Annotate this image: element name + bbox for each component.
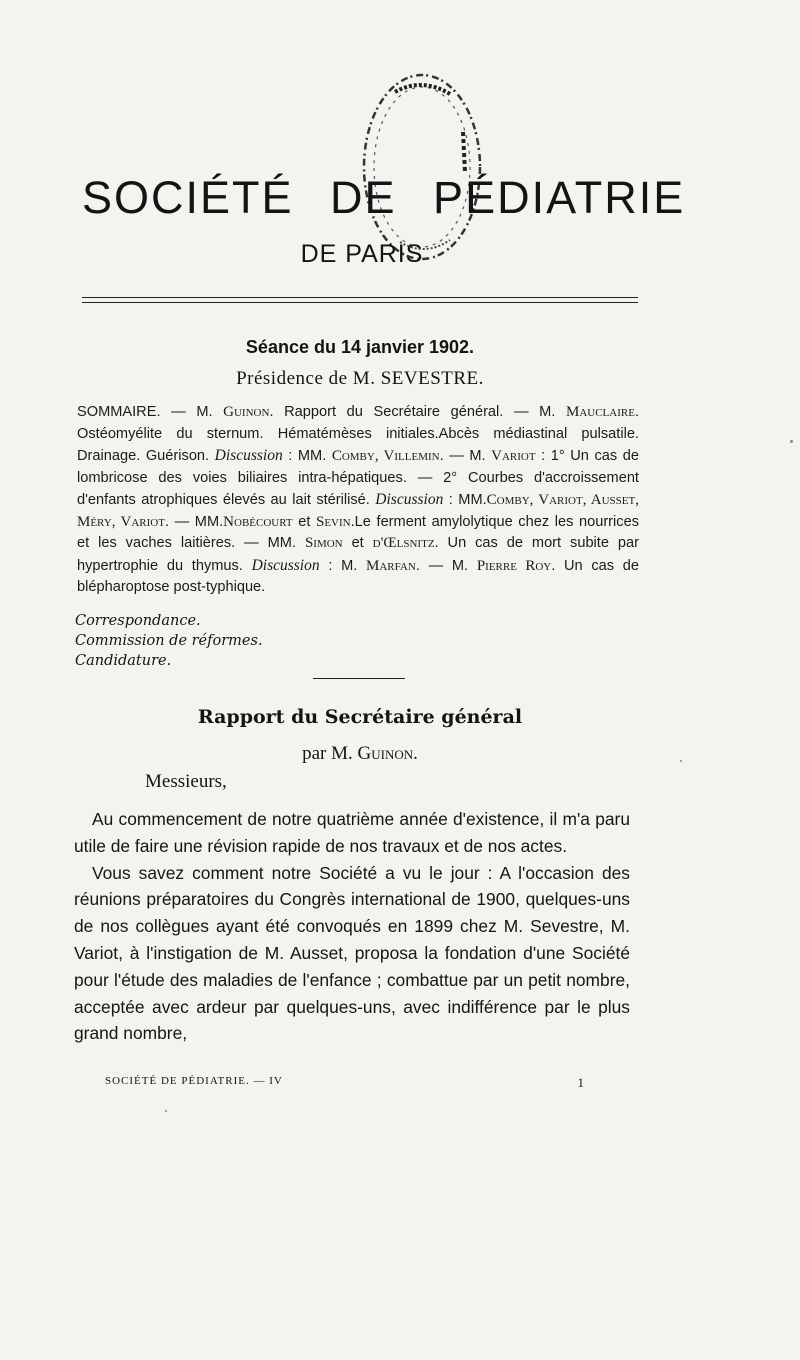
author-name: Comby, Villemin [331,448,440,464]
summary-text: : MM. [443,492,487,508]
running-title: SOCIÉTÉ DE PÉDIATRIE. — IV [105,1075,283,1087]
report-author-prefix: par M. [302,743,358,764]
paragraph: Vous savez comment notre Société a vu le jour : A l'occasion des réunions préparatoires du Congrès international de 1900, quelques-uns de nos collègues ayant été convoqués en 1899 chez M. Sevestre, M. Variot, à l'instigation de M. Ausset, proposa la fondation d'une Société pour l'étude des maladies de l'enfance ; combattue par un petit nombre, acceptée avec ardeur par quelques-uns, avec indifférence par le plus grand nombre, [74,862,630,1044]
journal-subtitle: DE PARIS [300,240,424,268]
report-title: Rapport du Secrétaire général [197,706,523,728]
author-name: Guinon [223,404,270,420]
discussion-label: Discussion [375,491,444,508]
summary-text: .Le ferment amylolytique chez les nourrices et les vaches laitières. — MM. [77,513,639,551]
report-author-suffix: . [413,743,418,764]
paper-speck [790,440,793,443]
author-name: Simon [304,535,343,551]
summary-text: SOMMAIRE. — M. [77,404,224,420]
author-name: Nobécourt [223,513,293,530]
summary-text: : MM. [282,448,332,464]
signature-mark: 1 [577,1075,585,1090]
summary-text: . — M. [439,448,492,464]
paper-speck [165,1110,167,1112]
discussion-label: Discussion [251,556,320,574]
summary-text: . Un cas de blépharoptose post-typhique. [77,557,640,595]
journal-title: SOCIÉTÉ DE PÉDIATRIE [82,172,686,223]
summary-text: et [292,513,316,530]
paper-speck [680,760,682,762]
salutation: Messieurs, [145,771,227,792]
report-author-name: Guinon [357,743,414,764]
summary-text: et [342,535,373,551]
summary-text: . — MM. [164,513,224,530]
page-footer [105,1075,585,1090]
divider [82,302,638,303]
summary-items [75,611,475,671]
summary-text: : M. [319,557,367,574]
paragraph: Au commencement de notre quatrième année d'existence, il m'a paru utile de faire une révision rapide de nos travaux et de nos actes. [74,809,630,856]
author-name: Marfan [366,557,416,574]
section-divider [313,678,405,679]
author-name: Mauclaire [565,404,635,420]
author-name: Comby, Variot, Ausset, Méry, Variot [77,492,639,530]
summary-text: : 1° Un cas de lombricose des voies biliaires intra-hépatiques. — 2° Courbes d'accroissement d'enfants atrophiques élevés au lait stérilisé. [77,448,639,508]
report-author [80,743,640,765]
author-name: Pierre Roy [476,557,552,574]
session-presidence: Présidence de M. SEVESTRE. [236,368,484,389]
summary-text: . Ostéomyélite du sternum. Hématémèses initiales.Abcès médiastinal pulsatile. Drainage. Guérison. [77,404,639,464]
author-name: Variot [491,448,536,464]
report-body [74,806,630,1047]
summary [77,402,639,599]
divider [82,297,638,298]
summary-text: . Rapport du Secrétaire général. — M. [269,404,566,420]
author-name: Sevin [316,513,351,530]
summary-item-correspondance: Correspondance. [75,613,201,629]
discussion-label: Discussion [214,447,283,464]
summary-text: . Un cas de mort subite par hypertrophie du thymus. [77,535,639,574]
session-title: Séance du 14 janvier 1902. [245,337,475,357]
author-name: d'Œlsnitz [372,535,435,551]
summary-item-commission: Commission de réformes. [75,633,263,649]
summary-text: . — M. [415,557,477,574]
summary-item-candidature: Candidature. [75,653,172,669]
